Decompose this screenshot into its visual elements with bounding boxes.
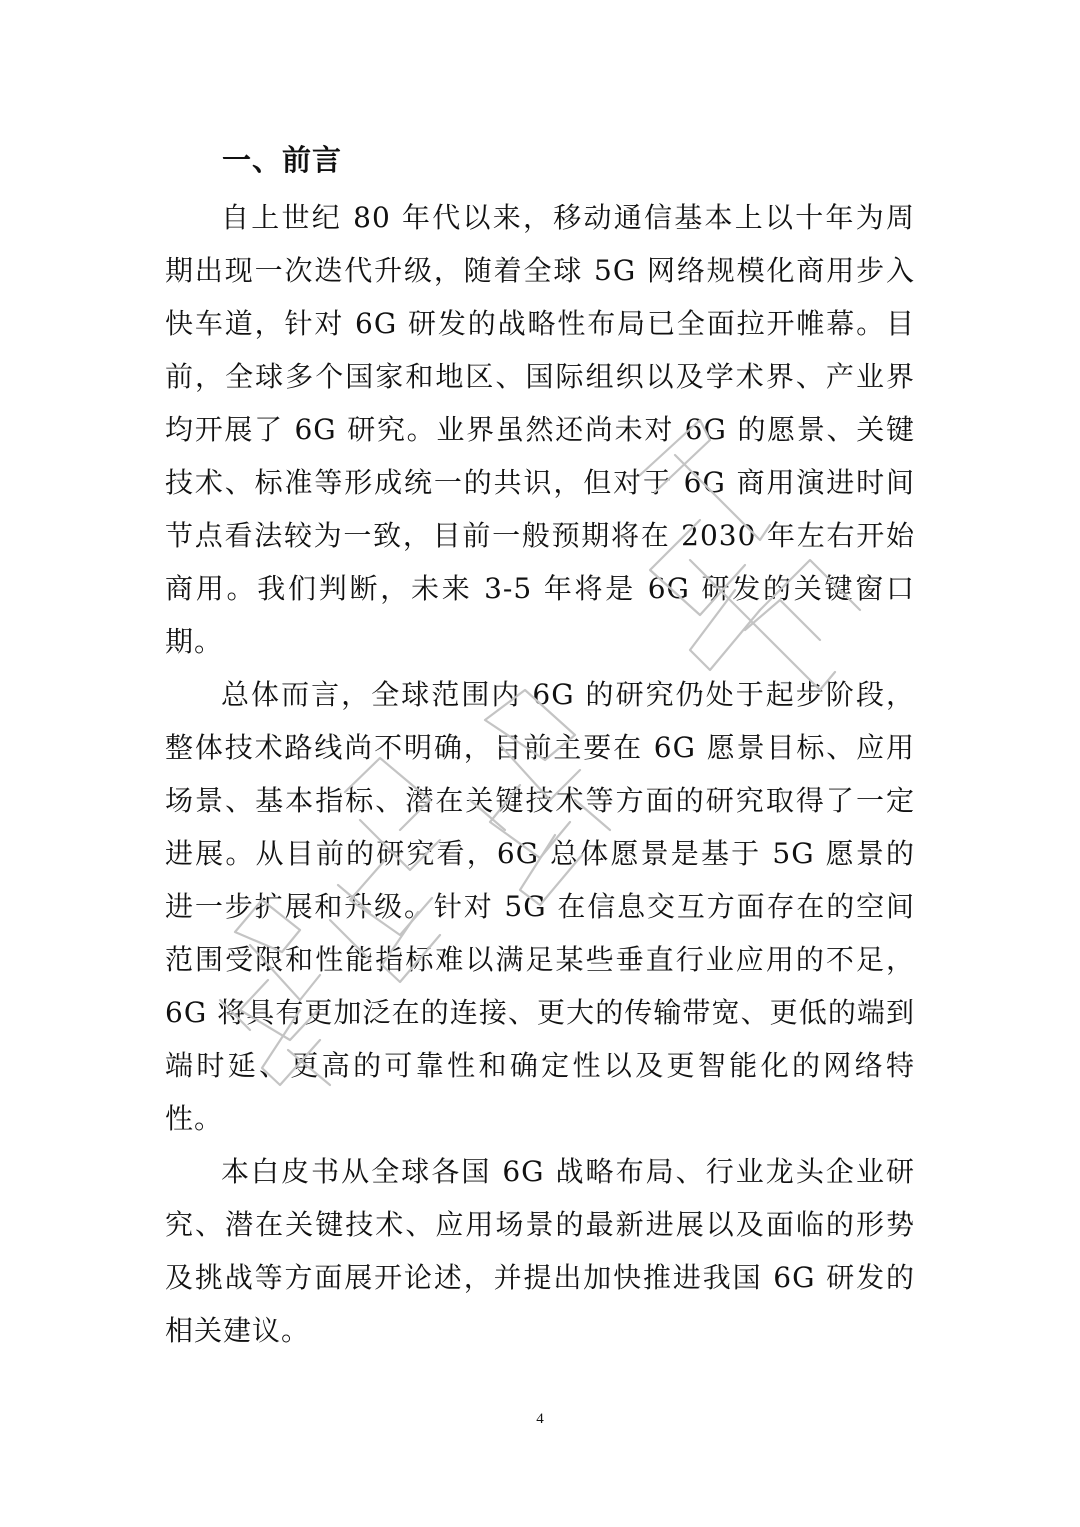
paragraph-2: 总体而言，全球范围内 6G 的研究仍处于起步阶段，整体技术路线尚不明确，目前主要在 6G 愿景目标、应用场景、基本指标、潜在关键技术等方面的研究取得了一定进展。从目前的研究看，6G 总体愿景是基于 5G 愿景的进一步扩展和升级。针对 5G 在信息交互方面存在的空间范围受限和性能指标难以满足某些垂直行业应用的不足，6G 将具有更加泛在的连接、更大的传输带宽、更低的端到端时延、更高的可靠性和确定性以及更智能化的网络特性。 (165, 678, 915, 1135)
page-number: 4 (536, 1411, 544, 1427)
paragraph-1: 自上世纪 80 年代以来，移动通信基本上以十年为周期出现一次迭代升级，随着全球 5G 网络规模化商用步入快车道，针对 6G 研发的战略性布局已全面拉开帷幕。目前，全球多个国家和地区、国际组织以及学术界、产业界均开展了 6G 研究。业界虽然还尚未对 6G 的愿景、关键技术、标准等形成统一的共识，但对于 6G 商用演进时间节点看法较为一致，目前一般预期将在 2030 年左右开始商用。我们判断，未来 3-5 年将是 6G 研发的关键窗口期。 (165, 201, 915, 658)
body-text (165, 191, 915, 1357)
section-heading: 一、前言 (222, 143, 343, 177)
paragraph-3: 本白皮书从全球各国 6G 战略布局、行业龙头企业研究、潜在关键技术、应用场景的最新进展以及面临的形势及挑战等方面展开论述，并提出加快推进我国 6G 研发的相关建议。 (165, 1155, 915, 1347)
